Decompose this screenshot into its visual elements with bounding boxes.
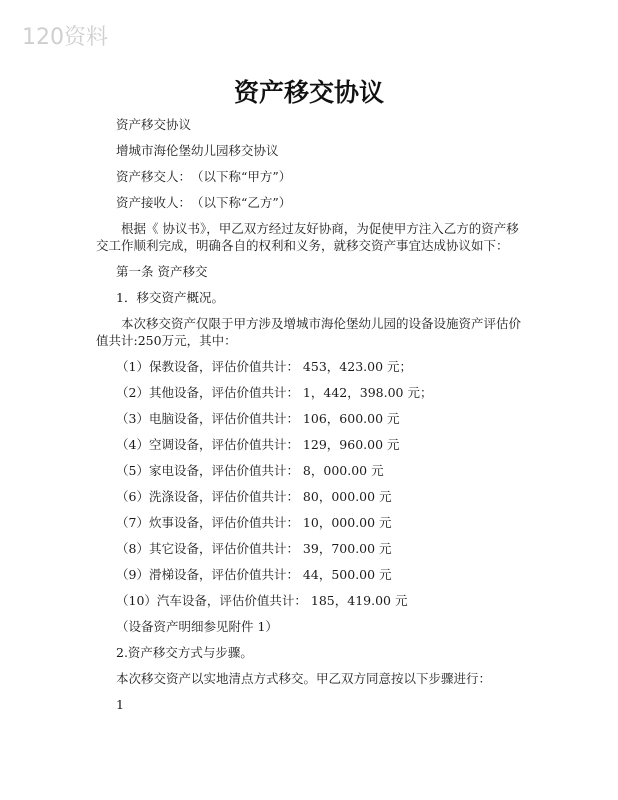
attachment-note: （设备资产明细参见附件 1） [116, 619, 278, 634]
receiver-line: 资产接收人： （以下称“乙方”） [116, 195, 292, 210]
agreement-name: 增城市海伦堡幼儿园移交协议 [116, 143, 279, 158]
asset-item: （7）炊事设备，评估价值共计： 10，000.00 元 [116, 515, 392, 530]
section-2-heading: 2.资产移交方式与步骤。 [116, 645, 253, 660]
method-paragraph: 本次移交资产以实地清点方式移交。甲乙双方同意按以下步骤进行： [116, 671, 492, 686]
asset-item: （2）其他设备，评估价值共计： 1，442，398.00 元； [116, 385, 433, 400]
watermark: 120资料 [22, 25, 108, 50]
asset-item: （1）保教设备，评估价值共计： 453，423.00 元； [116, 359, 412, 374]
document-title: 资产移交协议 [233, 78, 384, 107]
asset-item: （3）电脑设备，评估价值共计： 106，600.00 元 [116, 411, 400, 426]
asset-item: （9）滑梯设备，评估价值共计： 44，500.00 元 [116, 567, 392, 582]
asset-item: （6）洗涤设备，评估价值共计： 80，000.00 元 [116, 489, 392, 504]
scope-paragraph: 本次移交资产仅限于甲方涉及增城市海伦堡幼儿园的设备设施资产评估价值共计:250万元，其中： [96, 316, 522, 348]
asset-item: （4）空调设备，评估价值共计： 129，960.00 元 [116, 437, 400, 452]
intro-paragraph: 根据《 协议书》，甲乙双方经过友好协商，为促使甲方注入乙方的资产移交工作顺利完成，明确各自的权利和义务，就移交资产事宜达成协议如下： [96, 221, 519, 253]
article-1-heading: 第一条 资产移交 [116, 264, 208, 279]
asset-item: （10）汽车设备，评估价值共计： 185，419.00 元 [116, 593, 408, 608]
document-body [96, 116, 526, 713]
transferor-line: 资产移交人： （以下称“甲方”） [116, 169, 292, 184]
section-1-heading: 1．移交资产概况。 [116, 290, 224, 305]
asset-item: （8）其它设备，评估价值共计： 39，700.00 元 [116, 541, 392, 556]
asset-item: （5）家电设备，评估价值共计： 8，000.00 元 [116, 463, 384, 478]
page-number: 1 [116, 697, 124, 712]
subtitle: 资产移交协议 [116, 117, 192, 132]
